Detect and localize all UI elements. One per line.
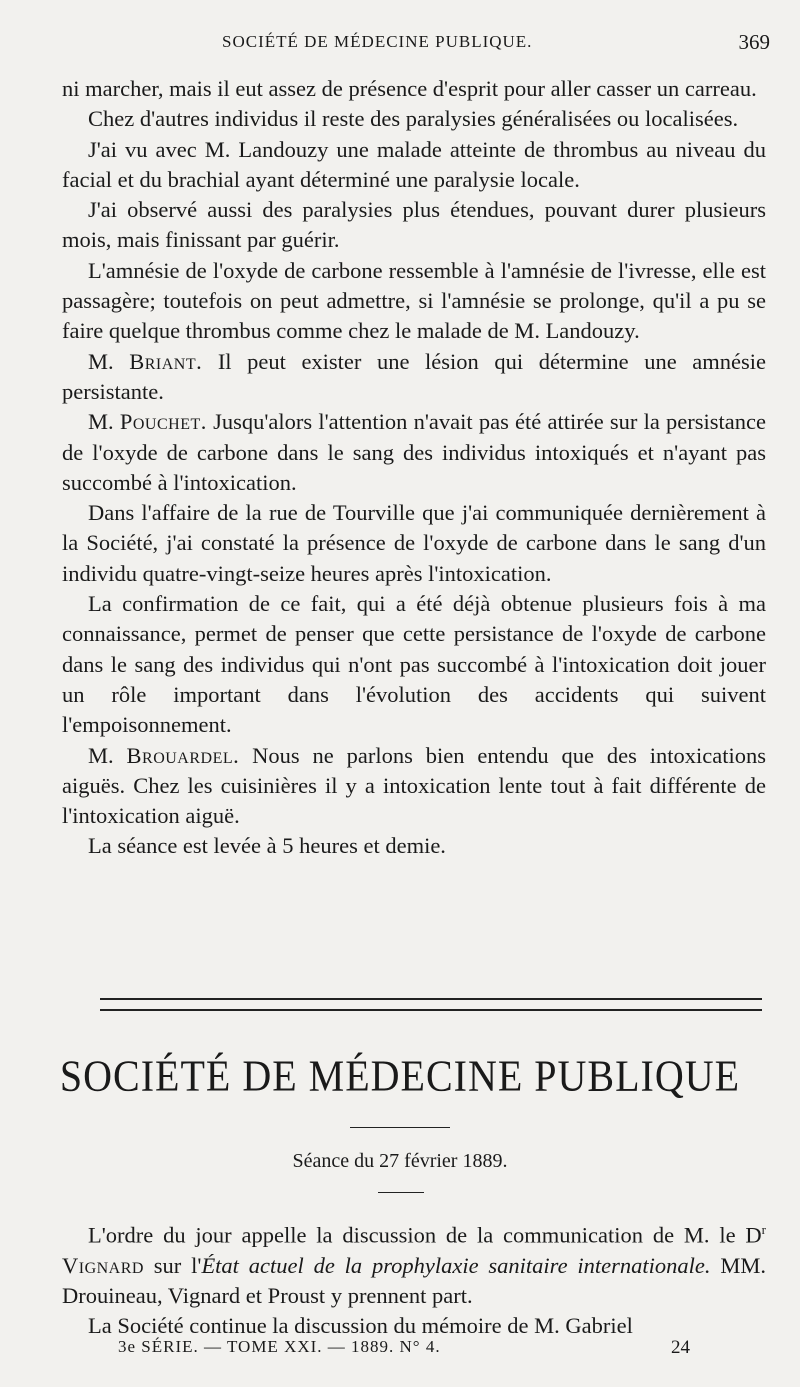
- speaker-name: Briant.: [129, 348, 203, 374]
- speech-text: Jusqu'alors l'attention n'avait pas été attirée sur la persistance de l'oxyde de carbone dans le sang des individus intoxiqués et n'ayant pas succombé à l'intoxication.: [62, 409, 766, 495]
- paragraph: La confirmation de ce fait, qui a été déjà obtenue plusieurs fois à ma connaissance, permet de penser que cette persistance de l'oxyde de carbone dans le sang des individus qui n'ont pas succombé à l'intoxication doit jouer un rôle important dans l'évolution des accidents qui suivent l'empoisonnement.: [62, 591, 766, 738]
- running-title: SOCIÉTÉ DE MÉDECINE PUBLIQUE.: [222, 32, 533, 51]
- paragraph: J'ai vu avec M. Landouzy une malade atteinte de thrombus au niveau du facial et du brachial ayant déterminé une paralysie locale.: [62, 136, 766, 192]
- session-date: Séance du 27 février 1889.: [292, 1150, 508, 1172]
- speaker-name: Brouardel.: [126, 742, 240, 768]
- paragraph: ni marcher, mais il eut assez de présence d'esprit pour aller casser un carreau.: [62, 76, 757, 101]
- title-rule: [350, 1127, 450, 1128]
- paragraph: M. Pouchet. Jusqu'alors l'attention n'avait pas été attirée sur la persistance de l'oxyde de carbone dans le sang des individus intoxiqués et n'ayant pas succombé à l'intoxication.: [62, 409, 766, 495]
- paragraph: J'ai observé aussi des paralysies plus étendues, pouvant durer plusieurs mois, mais finissant par guérir.: [62, 197, 766, 253]
- speech-text: Il peut exister une lésion qui détermine une amnésie persistante.: [62, 348, 766, 404]
- running-head: [0, 28, 800, 58]
- paper-title: État actuel de la prophylaxie sanitaire internationale.: [201, 1252, 711, 1278]
- section-title: SOCIÉTÉ DE MÉDECINE PUBLIQUE: [59, 1050, 741, 1101]
- speaker-name: Vignard: [62, 1252, 144, 1278]
- paragraph: M. Brouardel. Nous ne parlons bien entendu que des intoxications aiguës. Chez les cuisinières il y a intoxication lente tout à fait différente de l'intoxication aiguë.: [62, 742, 766, 829]
- speech-text: Nous ne parlons bien entendu que des intoxications aiguës. Chez les cuisinières il y a intoxication lente tout à fait différente de l'intoxication aiguë.: [62, 742, 766, 829]
- paragraph: La séance est levée à 5 heures et demie.: [88, 833, 446, 859]
- session-rule: [378, 1192, 424, 1193]
- paragraph: L'ordre du jour appelle la discussion de la communication de M. le $D^r$ Vignard sur l'État actuel de la prophylaxie sanitaire internationale. MM. Drouineau, Vignard et Proust y prennent part.: [62, 1222, 766, 1309]
- series-line: 3e SÉRIE. — TOME XXI. — 1889. N° 4.: [118, 1337, 441, 1356]
- section-text: [62, 1215, 766, 1342]
- signature-mark: 24: [671, 1337, 690, 1358]
- paragraph: Chez d'autres individus il reste des paralysies généralisées ou localisées.: [88, 106, 739, 132]
- speaker-name: Pouchet.: [119, 409, 207, 435]
- main-text: [62, 74, 766, 862]
- paragraph: Dans l'affaire de la rue de Tourville que j'ai communiquée dernièrement à la Société, j'ai constaté la présence de l'oxyde de carbone dans le sang d'un individu quatre-vingt-seize heures après l'intoxication.: [62, 500, 766, 586]
- paragraph: L'amnésie de l'oxyde de carbone ressemble à l'amnésie de l'ivresse, elle est passagère; toutefois on peut admettre, si l'amnésie se prolonge, qu'il a pu se faire quelque thrombus comme chez le malade de M. Landouzy.: [62, 257, 766, 344]
- paragraph: M. Briant. Il peut exister une lésion qui détermine une amnésie persistante.: [62, 348, 766, 404]
- page-number: 369: [738, 30, 770, 54]
- section-divider: [100, 998, 762, 1011]
- paragraph: La Société continue la discussion du mémoire de M. Gabriel: [88, 1313, 633, 1339]
